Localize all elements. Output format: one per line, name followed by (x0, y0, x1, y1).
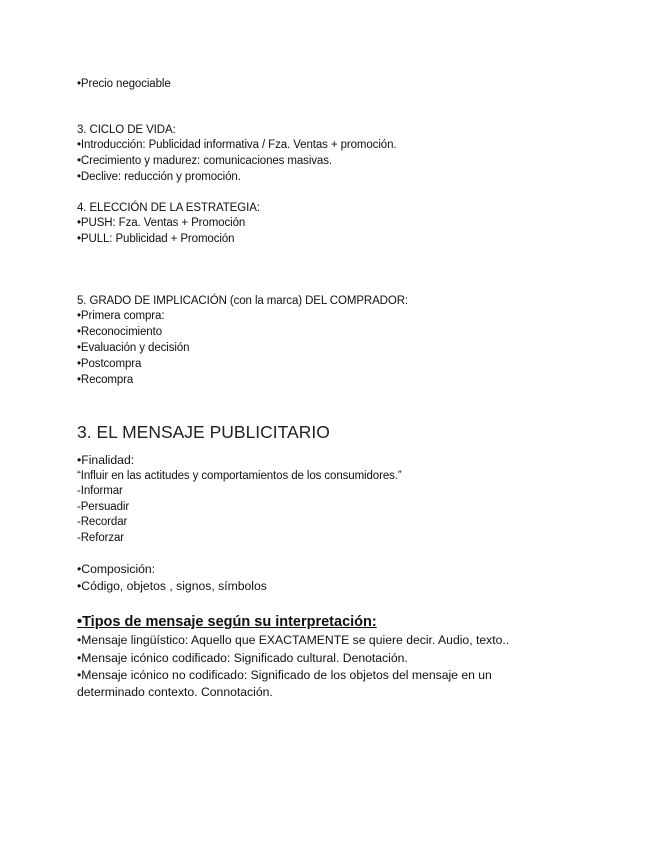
heading-grado-implicacion: 5. GRADO DE IMPLICACIÓN (con la marca) DEL COMPRADOR: (77, 295, 409, 307)
list-item: •Postcompra (77, 358, 142, 370)
list-item: •Mensaje icónico no codificado: Significado de los objetos del mensaje en un (77, 668, 492, 682)
list-item: •Evaluación y decisión (77, 342, 190, 354)
list-item: •PULL: Publicidad + Promoción (77, 233, 235, 245)
list-item: •Primera compra: (77, 310, 165, 322)
composicion-items: •Código, objetos , signos, símbolos (77, 579, 267, 593)
list-item: •Recompra (77, 374, 134, 386)
list-item: -Recordar (77, 516, 128, 528)
tipos-heading: •Tipos de mensaje según su interpretación: (77, 614, 377, 630)
heading-ciclo-de-vida: 3. CICLO DE VIDA: (77, 124, 176, 136)
list-item: •Reconocimiento (77, 326, 162, 338)
finalidad-quote: “Influir en las actitudes y comportamientos de los consumidores.” (77, 470, 402, 482)
bullet-precio-negociable: •Precio negociable (77, 78, 171, 90)
list-item: •Mensaje lingüístico: Aquello que EXACTAMENTE se quiere decir. Audio, texto.. (77, 633, 510, 647)
list-item: •PUSH: Fza. Ventas + Promoción (77, 217, 246, 229)
list-item: •Declive: reducción y promoción. (77, 171, 241, 183)
heading-eleccion-estrategia: 4. ELECCIÓN DE LA ESTRATEGIA: (77, 202, 260, 214)
list-item-continuation: determinado contexto. Connotación. (77, 685, 273, 699)
list-item: -Reforzar (77, 532, 125, 544)
list-item: -Informar (77, 485, 123, 497)
list-item: •Introducción: Publicidad informativa / Fza. Ventas + promoción. (77, 139, 397, 151)
composicion-label: •Composición: (77, 562, 156, 576)
section-title: 3. EL MENSAJE PUBLICITARIO (77, 422, 330, 442)
finalidad-label: •Finalidad: (77, 453, 135, 467)
list-item: •Crecimiento y madurez: comunicaciones masivas. (77, 155, 332, 167)
list-item: •Mensaje icónico codificado: Significado cultural. Denotación. (77, 651, 408, 665)
list-item: -Persuadir (77, 501, 130, 513)
